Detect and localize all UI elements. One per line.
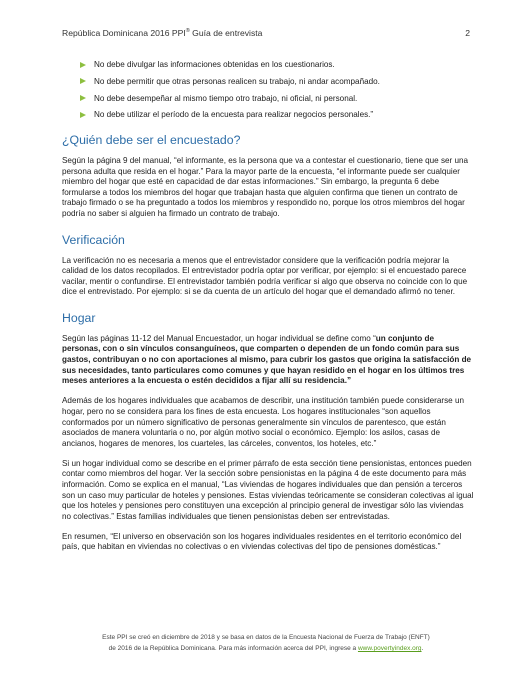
page-header [62,28,470,38]
footer-line-2: de 2016 de la República Dominicana. Para más información acerca del PPI, ingrese a www.povertyindex.org. [108,645,424,652]
triangle-bullet-icon [80,62,86,68]
triangle-bullet-icon [80,95,86,101]
header-title: República Dominicana 2016 PPI® Guía de entrevista [62,28,263,38]
page-number: 2 [465,28,470,38]
triangle-bullet-icon [80,78,86,84]
heading-hogar: Hogar [62,310,96,325]
list-item: No debe divulgar las informaciones obtenidas en los cuestionarios. [80,60,474,71]
list-item: No debe permitir que otras personas realicen su trabajo, ni andar acompañado. [80,77,474,88]
paragraph-hogar-institucional: Además de los hogares individuales que acabamos de describir, una institución también puede considerarse un hogar, pero no se considera para los fines de esta encuesta. Los hogares institucionales “son aquellos conformados por un número significativo de personas generalmente sin vínculos de parentesco, que están asociados de manera voluntaria o no, por algún motivo social o económico. Ejemplo: los asilos, casas de ancianos, hogares de menores, los cuarteles, las cárceles, conventos, los hoteles, etc.” [62,396,464,448]
footer-line-1: Este PPI se creó en diciembre de 2018 y se basa en datos de la Encuesta Nacional de Fuerza de Trabajo (ENFT) [102,634,430,641]
list-item: No debe desempeñar al mismo tiempo otro trabajo, ni oficial, ni personal. [80,94,474,105]
paragraph-encuestado: Según la página 9 del manual, “el informante, es la persona que va a contestar el cuestionario, tiene que ser una persona adulta que resida en el hogar.” Para la mayor parte de la encuesta, “el informante puede ser cualquier miembro del hogar que esté en capacidad de dar estas informaciones.” Sin embargo, la pregunta 6 debe formularse a todos los miembros del hogar que trabajan hasta que alguien confirma que tienen un contrato de trabajo firmado o se ha preguntado a todos los miembros y respondido no, porque los otros miembros del hogar podría no saber si alguien ha firmado un contrato de trabajo. [62,155,469,218]
paragraph-hogar-resumen: En resumen, “El universo en observación son los hogares individuales residentes en el territorio económico del país, que habitan en viviendas no colectivas o en viviendas colectivas del tipo de pensiones domésticas.” [62,531,462,552]
bullet-list [62,60,474,121]
triangle-bullet-icon [80,112,86,118]
paragraph-hogar-pensionistas: Si un hogar individual como se describe en el primer párrafo de esta sección tiene pensionistas, entonces pueden contar como miembros del hogar. Ver la sección sobre pensionistas en la página 4 de este documento para más información. Como se explica en el manual, “Las viviendas de hogares individuales que dan pensión a terceros son un caso muy particular de hoteles y pensiones. Estas viviendas teóricamente se consideran colectivas al igual que los hoteles y pensiones pero constituyen una excepción al principio general de investigar sólo las viviendas no colectivas.” Estas familias individuales que tienen pensionistas deben ser entrevistadas. [62,458,474,521]
paragraph-hogar-definition: Según las páginas 11-12 del Manual Encuestador, un hogar individual se define como “un conjunto de personas, con o sin vínculos consanguíneos, que comparten o dependen de un fondo común para sus gastos, contribuyan o no con aportaciones al mismo, para cubrir los gastos que origina la satisfacción de sus necesidades, tanto particulares como comunes y que hayan residido en el hogar en los últimos tres meses anteriores a la encuesta o estén decididos a fijar allí su residencia.” [62,333,472,386]
page-footer [62,632,470,654]
paragraph-verificacion: La verificación no es necesaria a menos que el entrevistador considere que la verificación podría mejorar la calidad de los datos recopilados. El entrevistador podría optar por verificar, por ejemplo: si el encuestado parece vacilar, mentir o confundirse. El entrevistador también podría verificar si algo que observa no coincide con lo que dice el entrevistado. Por ejemplo: si se da cuenta de un artículo del hogar que el demandado afirmó no tener. [62,255,468,297]
page-content [62,60,474,563]
povertyindex-link[interactable]: www.povertyindex.org [357,645,422,652]
heading-encuestado: ¿Quién debe ser el encuestado? [62,132,241,147]
list-item: No debe utilizar el período de la encuesta para realizar negocios personales.” [80,110,474,121]
heading-verificacion: Verificación [62,232,125,247]
